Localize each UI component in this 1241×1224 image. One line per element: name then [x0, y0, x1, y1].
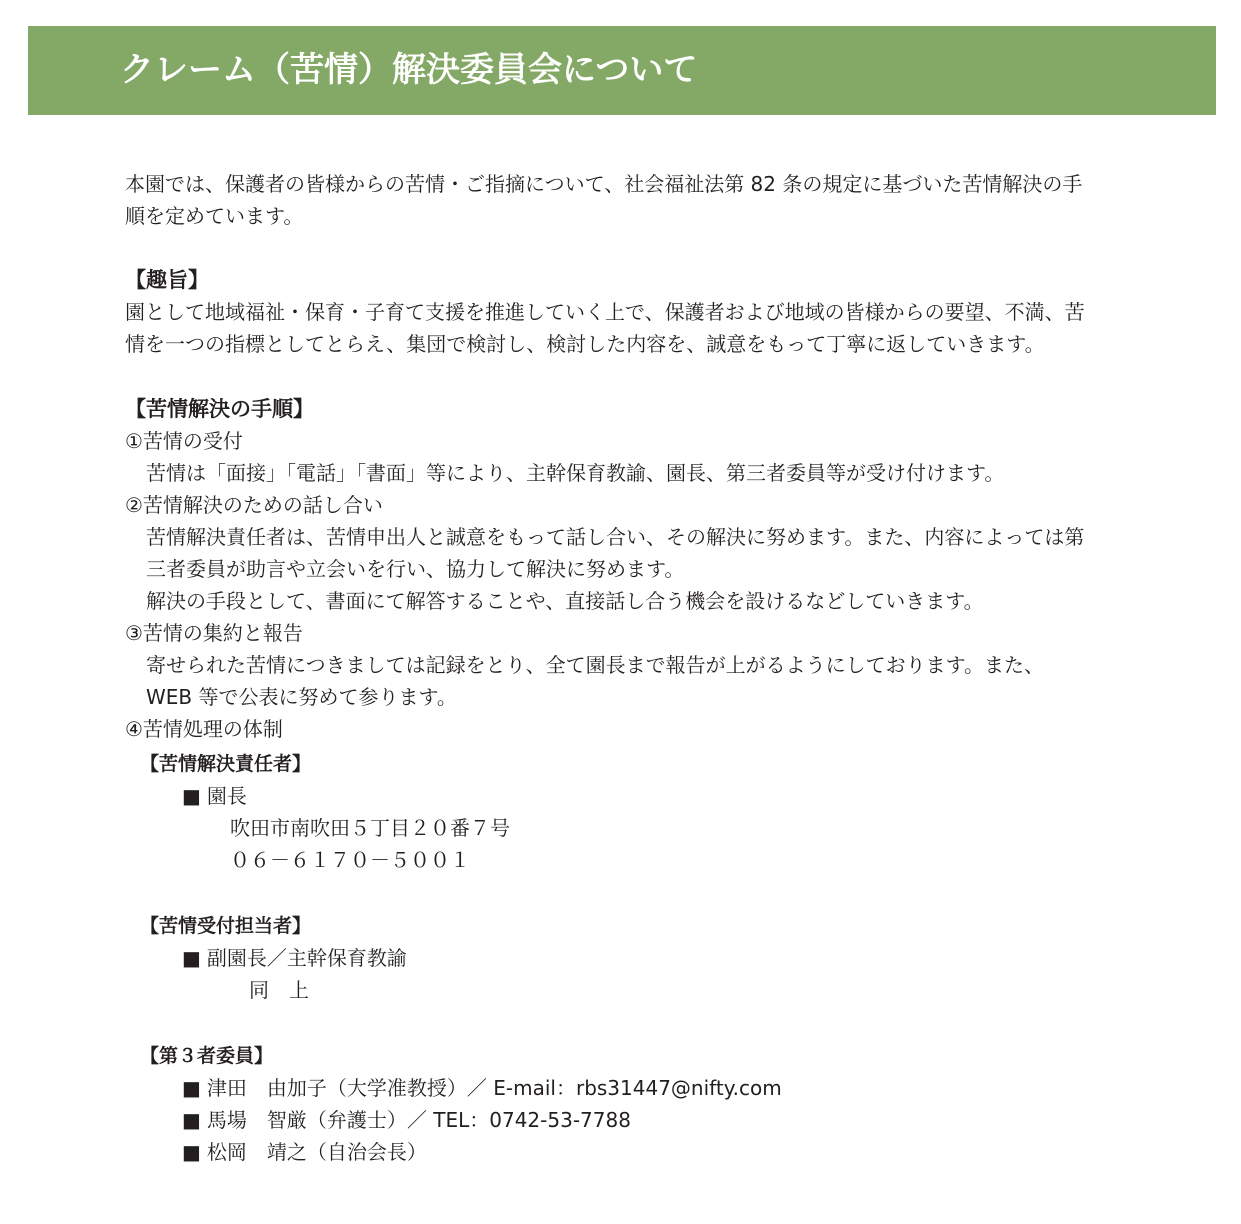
third-party-member: ■ 馬場 智厳（弁護士）／ TEL：0742-53-7788	[125, 1104, 1125, 1136]
responsible-address: 吹田市南吹田５丁目２０番７号	[230, 816, 510, 840]
third-party-section	[125, 1040, 1125, 1168]
procedure-heading: 【苦情解決の手順】	[125, 397, 314, 421]
step-title: ③苦情の集約と報告	[125, 621, 303, 645]
responsible-section	[125, 748, 1125, 876]
third-party-heading: 【第３者委員】	[140, 1045, 274, 1067]
purpose-line: 情を一つの指標としてとらえ、集団で検討し、検討した内容を、誠意をもって丁寧に返していきます。	[125, 332, 1045, 356]
reception-role: ■ 副園長／主幹保育教諭	[125, 942, 1125, 974]
title-banner	[28, 26, 1216, 115]
step-line: 苦情は「面接」「電話」「書面」等により、主幹保育教諭、園長、第三者委員等が受け付けます。	[146, 461, 1005, 485]
step-line: 苦情解決責任者は、苦情申出人と誠意をもって話し合い、その解決に努めます。また、内容によっては第	[146, 525, 1085, 549]
third-party-member: ■ 松岡 靖之（自治会長）	[125, 1136, 1125, 1168]
step-line: 解決の手段として、書面にて解答することや、直接話し合う機会を設けるなどしていきます。	[146, 589, 984, 613]
intro-paragraph	[125, 168, 1125, 232]
intro-line: 本園では、保護者の皆様からの苦情・ご指摘について、社会福祉法第 82 条の規定に基づいた苦情解決の手	[125, 172, 1083, 196]
purpose-section	[125, 264, 1125, 360]
reception-heading: 【苦情受付担当者】	[140, 915, 312, 937]
procedure-section	[125, 393, 1125, 745]
purpose-heading: 【趣旨】	[125, 268, 209, 292]
step-title: ②苦情解決のための話し合い	[125, 493, 383, 517]
reception-section	[125, 910, 1125, 1006]
responsible-heading: 【苦情解決責任者】	[140, 753, 312, 775]
responsible-phone: ０６－６１７０－５００１	[230, 848, 470, 872]
purpose-line: 園として地域福祉・保育・子育て支援を推進していく上で、保護者および地域の皆様からの要望、不満、苦	[125, 300, 1085, 324]
step-title: ①苦情の受付	[125, 429, 243, 453]
page-title: クレーム（苦情）解決委員会について	[120, 50, 698, 90]
step-line: WEB 等で公表に努めて参ります。	[146, 685, 457, 709]
step-title: ④苦情処理の体制	[125, 717, 283, 741]
step-line: 三者委員が助言や立会いを行い、協力して解決に努めます。	[146, 557, 685, 581]
responsible-role: ■ 園長	[125, 780, 1125, 812]
reception-note: 同 上	[249, 978, 309, 1002]
intro-line: 順を定めています。	[125, 204, 304, 228]
step-line: 寄せられた苦情につきましては記録をとり、全て園長まで報告が上がるようにしております。また、	[146, 653, 1044, 677]
third-party-member: ■ 津田 由加子（大学准教授）／ E-mail：rbs31447@nifty.com	[125, 1072, 1125, 1104]
